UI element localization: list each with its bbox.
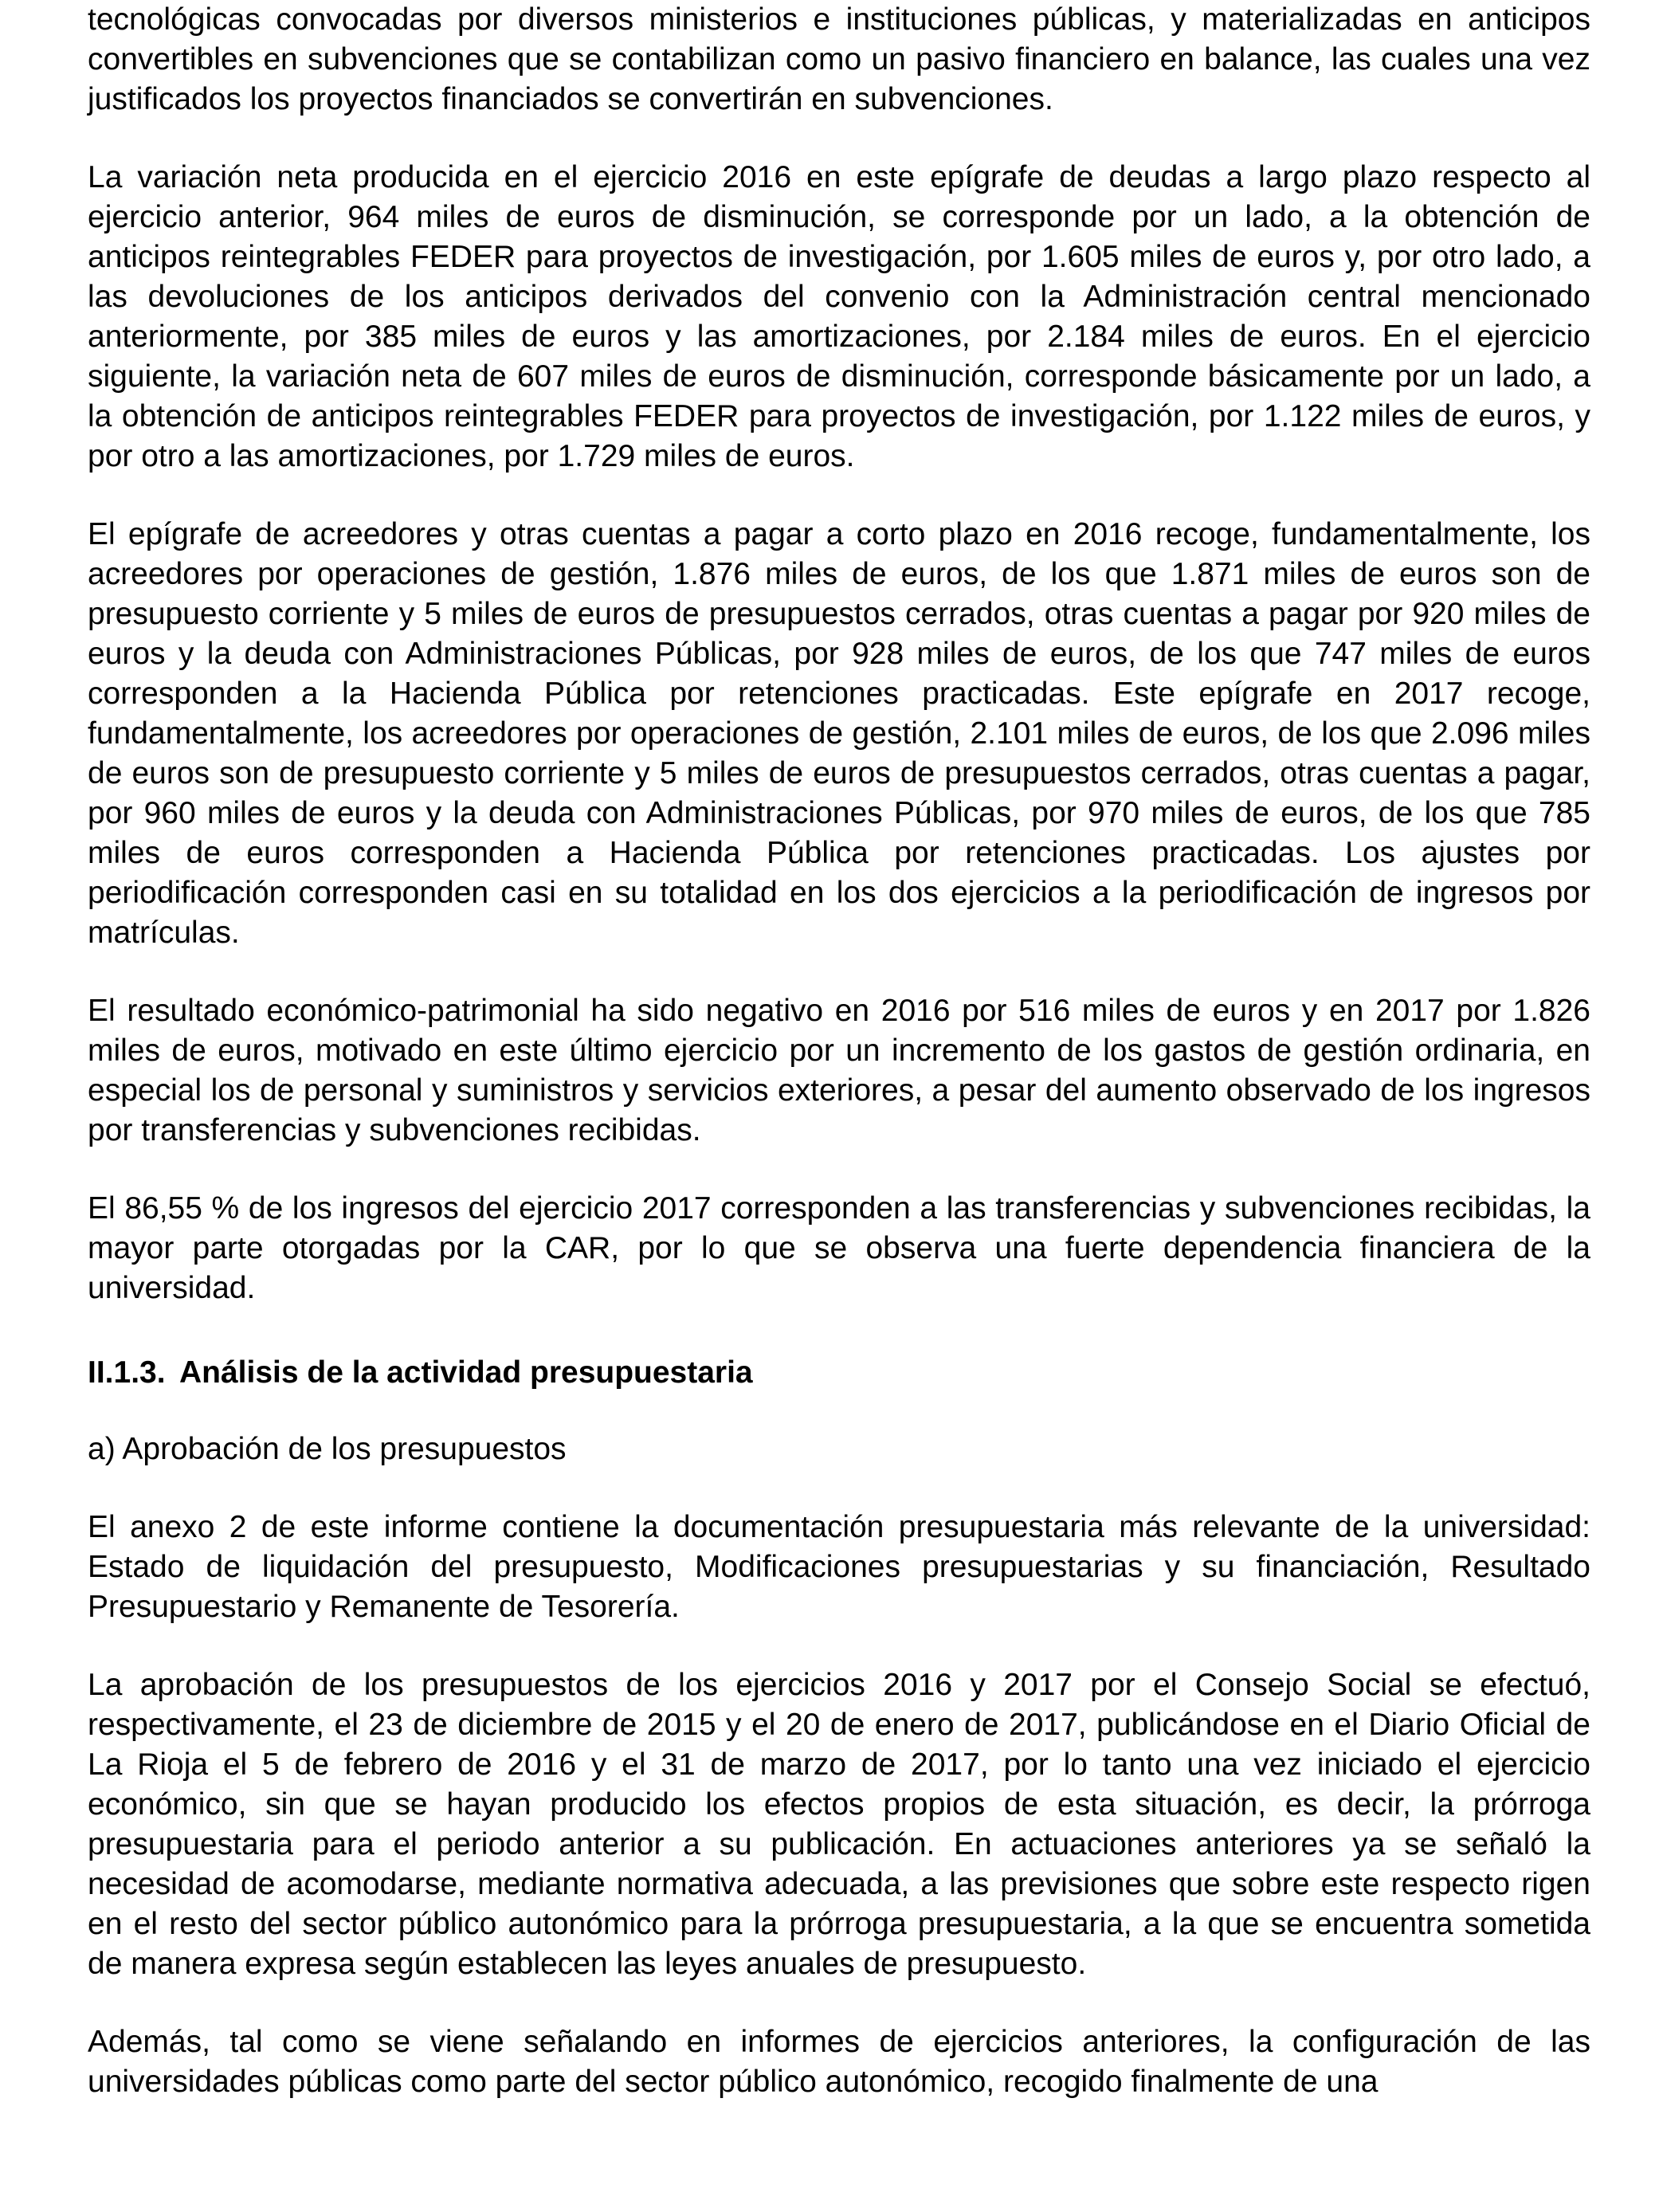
paragraph-anexo: El anexo 2 de este informe contiene la documentación presupuestaria más relevante de la universidad: Estado de liquidación del presupuesto, Modificaciones presupuestarias y su financiación, Resultado Presupuestario y Remanente de Tesorería. [88, 1510, 1590, 1624]
paragraph-resultado: El resultado económico-patrimonial ha sido negativo en 2016 por 516 miles de euros y en 2017 por 1.826 miles de euros, motivado en este último ejercicio por un incremento de los gastos de gestión ordinaria, en especial los de personal y suministros y servicios exteriores, a pesar del aumento observado de los ingresos por transferencias y subvenciones recibidas. [88, 994, 1590, 1147]
paragraph-acreedores: El epígrafe de acreedores y otras cuentas a pagar a corto plazo en 2016 recoge, fundamentalmente, los acreedores por operaciones de gestión, 1.876 miles de euros, de los que 1.871 miles de euros son de presupuesto corriente y 5 miles de euros de presupuestos cerrados, otras cuentas a pagar por 920 miles de euros y la deuda con Administraciones Públicas, por 928 miles de euros, de los que 747 miles de euros corresponden a la Hacienda Pública por retenciones practicadas. Este epígrafe en 2017 recoge, fundamentalmente, los acreedores por operaciones de gestión, 2.101 miles de euros, de los que 2.096 miles de euros son de presupuesto corriente y 5 miles de euros de presupuestos cerrados, otras cuentas a pagar, por 960 miles de euros y la deuda con Administraciones Públicas, por 970 miles de euros, de los que 785 miles de euros corresponden a Hacienda Pública por retenciones practicadas. Los ajustes por periodificación corresponden casi en su totalidad en los dos ejercicios a la periodificación de ingresos por matrículas. [88, 517, 1590, 950]
paragraph-ademas: Además, tal como se viene señalando en informes de ejercicios anteriores, la configuración de las universidades públicas como parte del sector público autonómico, recogido finalmente de una [88, 2025, 1590, 2099]
paragraph-anticipos: tecnológicas convocadas por diversos ministerios e instituciones públicas, y materializadas en anticipos convertibles en subvenciones que se contabilizan como un pasivo financiero en balance, las cuales una vez justificados los proyectos financiados se convertirán en subvenciones. [88, 2, 1590, 116]
subheading: a) Aprobación de los presupuestos [88, 1432, 567, 1466]
section-number: II.1.3. [88, 1355, 166, 1390]
section-heading [88, 1353, 1590, 1393]
document-page [88, 0, 1590, 2102]
section-title: Análisis de la actividad presupuestaria [179, 1355, 753, 1390]
paragraph-variacion-neta: La variación neta producida en el ejercicio 2016 en este epígrafe de deudas a largo plazo respecto al ejercicio anterior, 964 miles de euros de disminución, se corresponde por un lado, a la obtención de anticipos reintegrables FEDER para proyectos de investigación, por 1.605 miles de euros y, por otro lado, a las devoluciones de los anticipos derivados del convenio con la Administración central mencionado anteriormente, por 385 miles de euros y las amortizaciones, por 2.184 miles de euros. En el ejercicio siguiente, la variación neta de 607 miles de euros de disminución, corresponde básicamente por un lado, a la obtención de anticipos reintegrables FEDER para proyectos de investigación, por 1.122 miles de euros, y por otro a las amortizaciones, por 1.729 miles de euros. [88, 160, 1590, 473]
paragraph-ingresos: El 86,55 % de los ingresos del ejercicio 2017 corresponden a las transferencias y subvenciones recibidas, la mayor parte otorgadas por la CAR, por lo que se observa una fuerte dependencia financiera de la universidad. [88, 1191, 1590, 1305]
paragraph-aprobacion: La aprobación de los presupuestos de los ejercicios 2016 y 2017 por el Consejo Social se efectuó, respectivamente, el 23 de diciembre de 2015 y el 20 de enero de 2017, publicándose en el Diario Oficial de La Rioja el 5 de febrero de 2016 y el 31 de marzo de 2017, por lo tanto una vez iniciado el ejercicio económico, sin que se hayan producido los efectos propios de esta situación, es decir, la prórroga presupuestaria para el periodo anterior a su publicación. En actuaciones anteriores ya se señaló la necesidad de acomodarse, mediante normativa adecuada, a las previsiones que sobre este respecto rigen en el resto del sector público autonómico para la prórroga presupuestaria, a la que se encuentra sometida de manera expresa según establecen las leyes anuales de presupuesto. [88, 1668, 1590, 1981]
